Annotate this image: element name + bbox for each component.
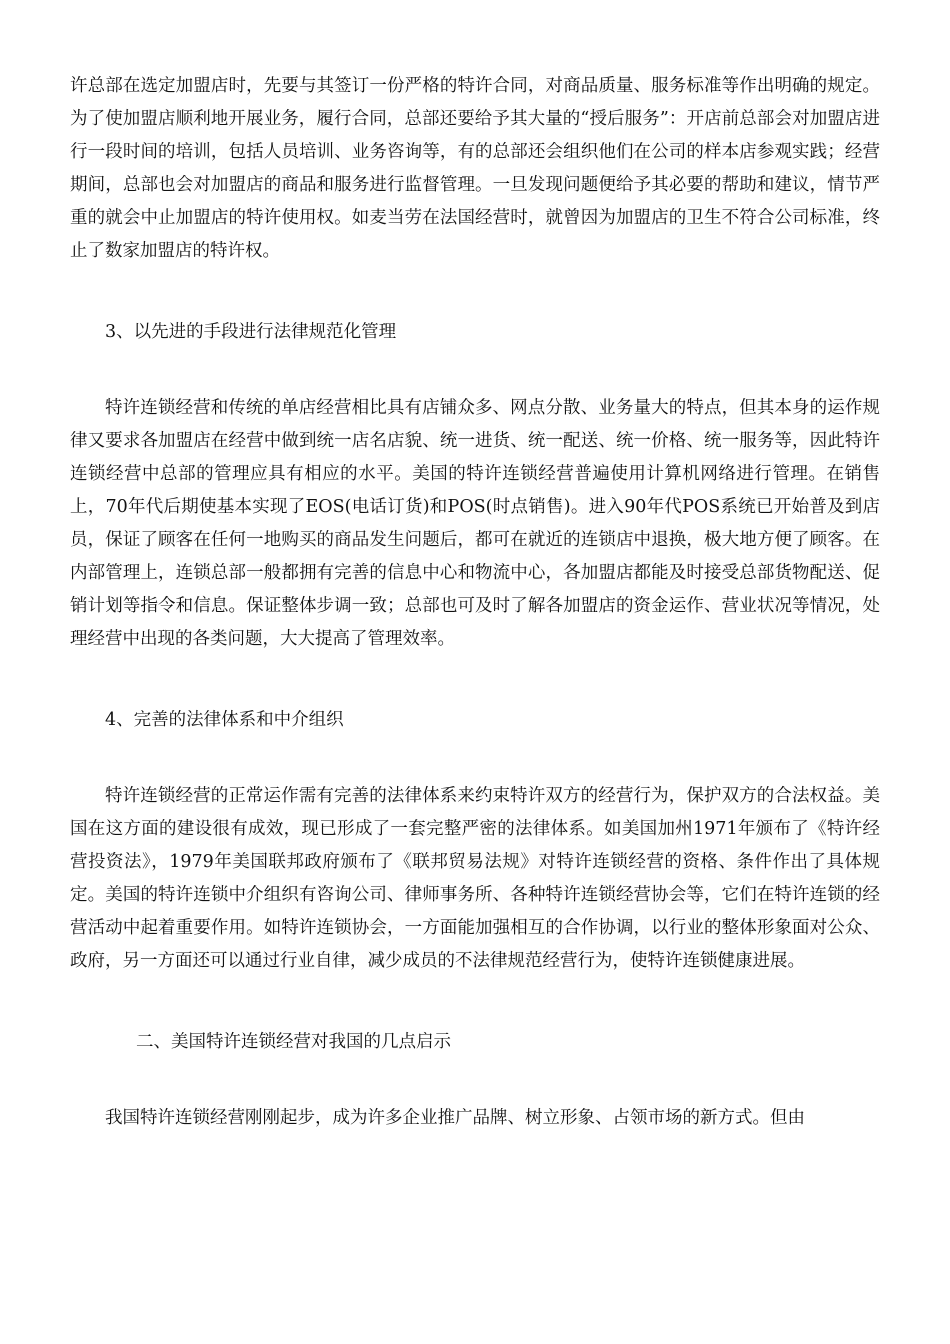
paragraph-legal-framework: 特许连锁经营的正常运作需有完善的法律体系来约束特许双方的经营行为，保护双方的合法权益。美国在这方面的建设很有成效，现已形成了一套完整严密的法律体系。如美国加州1971年颁布了《特许经营投资法》，1979年美国联邦政府颁布了《联邦贸易法规》对特许连锁经营的资格、条件作出了具体规定。美国的特许连锁中介组织有咨询公司、律师事务所、各种特许连锁经营协会等，它们在特许连锁的经营活动中起着重要作用。如特许连锁协会，一方面能加强相互的合作协调，以行业的整体形象面对公众、政府，另一方面还可以通过行业自律，减少成员的不法律规范经营行为，使特许连锁健康进展。 <box>70 786 880 971</box>
paragraph-franchise-contract: 许总部在选定加盟店时，先要与其签订一份严格的特许合同，对商品质量、服务标准等作出明确的规定。为了使加盟店顺利地开展业务，履行合同，总部还要给予其大量的“授后服务”：开店前总部会对加盟店进行一段时间的培训，包括人员培训、业务咨询等，有的总部还会组织他们在公司的样本店参观实践；经营期间，总部也会对加盟店的商品和服务进行监督管理。一旦发现问题便给予其必要的帮助和建议，情节严重的就会中止加盟店的特许使用权。如麦当劳在法国经营时，就曾因为加盟店的卫生不符合公司标准，终止了数家加盟店的特许权。 <box>70 76 880 261</box>
paragraph-network-management: 特许连锁经营和传统的单店经营相比具有店铺众多、网点分散、业务量大的特点，但其本身的运作规律又要求各加盟店在经营中做到统一店名店貌、统一进货、统一配送、统一价格、统一服务等，因此特许连锁经营中总部的管理应具有相应的水平。美国的特许连锁经营普遍使用计算机网络进行管理。在销售上，70年代后期使基本实现了EOS(电话订货)和POS(时点销售)。进入90年代POS系统已开始普及到店员，保证了顾客在任何一地购买的商品发生问题后，都可在就近的连锁店中退换，极大地方便了顾客。在内部管理上，连锁总部一般都拥有完善的信息中心和物流中心，各加盟店都能及时接受总部货物配送、促销计划等指令和信息。保证整体步调一致；总部也可及时了解各加盟店的资金运作、营业状况等情况，处理经营中出现的各类问题，大大提高了管理效率。 <box>70 398 880 649</box>
paragraph-china-franchise: 我国特许连锁经营刚刚起步，成为许多企业推广品牌、树立形象、占领市场的新方式。但由 <box>105 1108 805 1128</box>
document-page <box>70 70 880 1135</box>
heading-legal-system: 4、完善的法律体系和中介组织 <box>105 710 344 730</box>
heading-legal-management: 3、以先进的手段进行法律规范化管理 <box>105 322 397 342</box>
heading-section-two: 二、美国特许连锁经营对我国的几点启示 <box>136 1032 451 1052</box>
